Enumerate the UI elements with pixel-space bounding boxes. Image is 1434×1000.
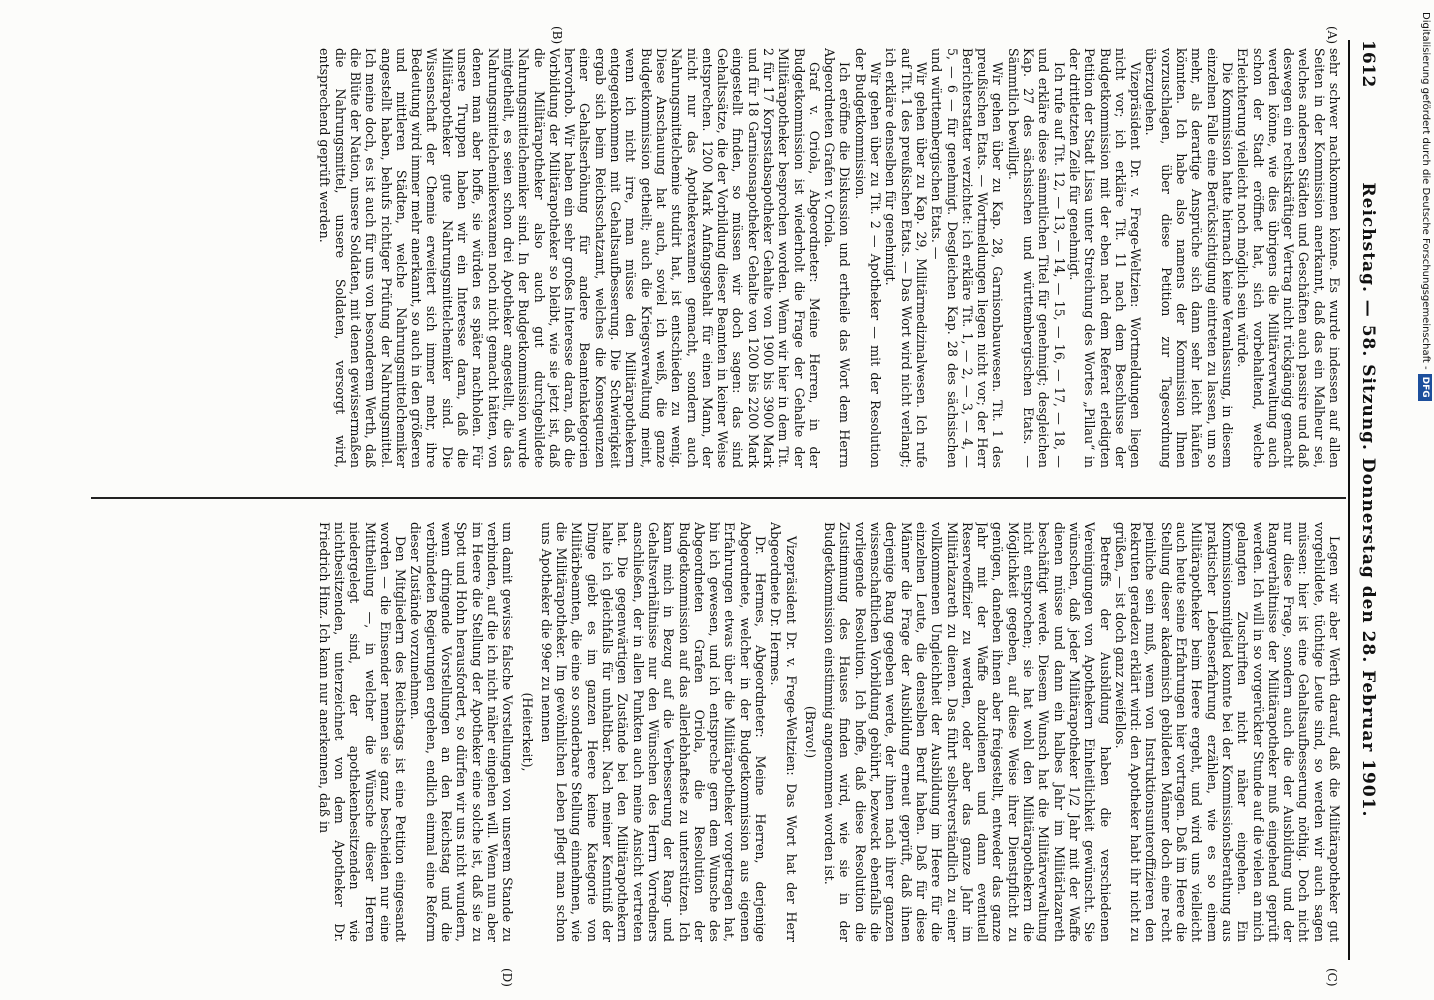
rotated-sheet (64, 0, 1434, 1000)
paragraph: Wir gehen über zu Tit. 2 — Apotheker — mit der Resolution der Budgetkommission. (852, 48, 884, 468)
paragraph: Legen wir aber Werth darauf, daß die Militärapotheker gut vorgebildete, tüchtige Leute sind, so werden wir auch sagen müssen: hier ist eine Gehaltsaufbesserung nöthig. Doch nicht nur diese Frage, sondern auch die der Ausbildung und der Rangverhältnisse der Militärapotheker muß eingehend geprüft werden. Ich will in so vorgerückter Stunde auf die vielen an mich gelangten Zuschriften nicht näher eingehen. Ein Kommissionsmitglied konnte bei der Kommissionsberathung aus praktischer Lebenserfahrung erzählen, wie es so einem Militärapotheker beim Heere ergeht, und wird uns vielleicht auch heute seine Erfahrungen hier vortragen. Daß im Heere die Stellung dieser akademisch gebildeten Männer doch eine recht peinliche sein muß, wenn von Instruktionsunteroffizieren den Rekruten geradezu erklärt wird: den Apotheker habt ihr nicht zu grüßen, — ist doch ganz zweifellos. (1112, 522, 1342, 942)
dfg-logo: DFG (1418, 374, 1432, 401)
paragraph: Den Mitgliedern des Reichstags ist eine Petition eingesandt worden — die Einsender nennen sie ganz bescheiden nur eine Mittheilung —, in welcher die Wünsche dieser Herren niedergelegt sind, der apothekenbesitzenden wie nichtbesitzenden, unterzeichnet von dem Apotheker Dr. Friedrich Hinz. Ich kann nur anerkennen, daß in (316, 522, 409, 942)
paragraph: Ich rufe auf Tit. 12, — 13, — 14, — 15, — 16, — 17, — 18, — und erkläre diese sämmtlichen Titel für genehmigt; desgleichen Kap. 27 des sächsischen und württembergischen Etats. — Sämmtlich bewilligt. (1005, 48, 1067, 468)
column-divider (91, 497, 1346, 499)
paragraph: Vizepräsident Dr. v. Frege-Weltzien: Wortmeldungen liegen nicht vor; ich erkläre Tit. 11 nach dem Beschlusse der Budgetkommission mit der eben nach dem Referat erledigten Petition der Stadt Lissa unter Streichung des Wortes „Pillau“ in der drittletzten Zeile für genehmigt. (1066, 48, 1144, 468)
margin-marker-c: (C) (1325, 968, 1339, 987)
paragraph: Wir gehen über zu Kap. 29, Militärmedizinalwesen. Ich rufe auf Tit. 1 des preußischen Etats. — Das Wort wird nicht verlangt; ich erkläre denselben für genehmigt. (883, 48, 929, 468)
margin-marker-b: (B) (550, 26, 564, 45)
margin-marker-d: (D) (500, 968, 514, 987)
page-header (1352, 0, 1382, 1000)
paragraph: Dr. Hermes, Abgeordneter: Meine Herren, derjenige Abgeordnete, welcher in der Budgetkommission aus eigenen Erfahrungen etwas über die Militärapotheker vorgetragen hat, bin ich gewesen, und ich entspreche gern dem Wunsche des Abgeordneten Grafen Oriola, die Resolution der Budgetkommission auf das allerlebhafteste zu unterstützen. Ich kann mich in Bezug auf die Verbesserung der Rang- und Gehaltsverhältnisse nur den Wünschen des Herrn Vorredners anschließen, der in allen Punkten auch meine Ansicht vertreten hat. Die gegenwärtigen Zustände bei den Militärapothekern halte ich gleichfalls für unhaltbar. Nach meiner Kenntniß der Dinge giebt es im ganzen Heere keine Kategorie von Militärbeamten, die eine so sonderbare Stellung einnehmen, wie die Militärapotheker. Im gewöhnlichen Leben pflegt man schon uns Apotheker die 99er zu nennen (538, 522, 769, 942)
paragraph: Betreffs der Ausbildung haben die verschiedenen Vereinigungen von Apothekern Einheitlichkeit gewünscht. Sie wünschen, daß jeder Militärapotheker 1/2 Jahr mit der Waffe dienen müsse und dann ein halbes Jahr im Militärlazareth beschäftigt werde. Diesem Wunsch hat die Militärverwaltung nicht entsprochen; sie hat wohl den Militärapothekern die Möglichkeit gegeben, auf diese Weise ihrer Dienstpflicht zu genügen, daneben ihnen aber freigestellt, entweder das ganze Jahr mit der Waffe abzudienen und dann eventuell Reserveoffizier zu werden, oder aber das ganze Jahr im Militärlazareth zu dienen. Das führt selbstverständlich zu einer vollkommenen Ungleichheit der Ausbildung im Heere für die einzelnen Leute, die denselben Beruf haben. Daß für diese Männer die Frage der Ausbildung erneut geprüft, daß ihnen derjenige Rang gegeben werde, der ihnen nach ihrer ganzen wissenschaftlichen Vorbildung gebührt, bezweckt ebenfalls die vorliegende Resolution. Ich hoffe, daß diese Resolution die Zustimmung des Hauses finden wird, wie sie in der Budgetkommission einstimmig angenommen worden ist. (822, 522, 1113, 942)
paragraph: Die Kommission hatte hiernach keine Veranlassung, in diesem einzelnen Falle eine Berücksichtigung eintreten zu lassen, um so mehr, als derartige Ansprüche sich dann sehr leicht häufen könnten. Ich habe also namens der Kommission Ihnen vorzuschlagen, über diese Petition zur Tagesordnung überzugehen. (1143, 48, 1235, 468)
running-title: Reichstag. — 58. Sitzung. Donnerstag den 28. Februar 1901. (1358, 182, 1378, 818)
paragraph: Graf v. Oriola, Abgeordneter: Meine Herren, in der Budgetkommission ist wiederholt die Frage der Gehalte der Militärapotheker besprochen worden. Wenn wir hier in dem Tit. 2 für 17 Korpsstabsapotheker Gehalte von 1900 bis 3900 Mark und für 18 Garnisonsapotheker Gehalte von 1200 bis 2200 Mark eingestellt finden, so müssen wir doch sagen: das sind Gehaltssätze, die der Vorbildung dieser Beamten in keiner Weise entsprechen. 1200 Mark Anfangsgehalt für einen Mann, der nicht nur das Apothekerexamen gemacht, sondern auch Nahrungsmittelchemie studirt hat, ist entschieden zu wenig. Diese Anschauung hat auch, soviel ich weiß, die ganze Budgetkommission getheilt; auch die Kriegsverwaltung meint, wenn ich nicht irre, man müsse den Militärapothekern entgegenkommen mit Gehaltsaufbesserung. Die Schwierigkeit ergab sich beim Reichsschatzamt, welches die Konsequenzen einer Gehaltserhöhung für andere Beamtenkategorien hervorhob. Wir haben ein sehr großes Interesse daran, daß die Vorbildung der Militärapotheker so bleibt, wie sie jetzt ist, daß die Militärapotheker also auch gut durchgebildete Nahrungsmittelchemiker sind. In der Budgetkommission wurde mitgetheilt, es seien schon drei Apotheker angestellt, die das Nahrungsmittelchemikerexamen noch nicht gemacht hätten, von denen man aber hoffe, sie würden es später nachholen. Für unsere Truppen haben wir ein Interesse daran, daß die Militärapotheker gute Nahrungsmittelchemiker sind. Die Wissenschaft der Chemie erweitert sich immer mehr, ihre Bedeutung wird immer mehr anerkannt, so auch in den größeren und mittleren Städten, welche Nahrungsmittelchemiker angestellt haben, behufs richtiger Prüfung der Nahrungsmittel. Ich meine doch, es ist auch für uns von besonderem Werth, daß die Blüte der Nation, unsere Soldaten, mit denen gewissermaßen die Nahrungsmittel, unsere Soldaten, versorgt wird, entsprechend geprüft werden. (317, 48, 822, 468)
header-rule (1348, 40, 1350, 960)
paragraph: um damit gewisse falsche Vorstellungen von unserem Stande zu verbinden, auf die ich nicht näher eingehen will. Wenn nun aber im Heere die Stellung der Apotheker eine solche ist, daß sie zu Spott und Hohn herausfordert, so dürfen wir uns nicht wundern, wenn dringende Vorstellungen an den Reichstag und die verbündeten Regierungen ergehen, endlich einmal eine Reform dieser Zustände vorzunehmen. (408, 522, 516, 942)
interjection: (Bravo!) (802, 705, 818, 759)
digitization-credit (1418, 12, 1432, 712)
paragraph: Wir gehen über zu Kap. 28, Garnisonbauwesen. Tit. 1 des preußischen Etats. — Wortmeldungen liegen nicht vor; der Herr Berichterstatter verzichtet: ich erkläre Tit. 1, — 2, — 3, — 4, — 5, — 6 — für genehmigt. Desgleichen Kap. 28 des sächsischen und württembergischen Etats. — (929, 48, 1006, 468)
credit-text: Digitalisierung gefördert durch die Deutsche Forschungsgemeinschaft - (1420, 12, 1431, 370)
paragraph: sehr schwer nachkommen könne. Es wurde indessen auf allen Seiten in der Kommission anerkannt, daß das ein Malheur sei, welches andersen Städten und Geschäften auch passire und daß deswegen ein rechtskräftiger Vertrag nicht rückgängig gemacht werden könne, wie dies übrigens die Militärverwaltung auch schon der Stadt eröffnet hat, sich vorbehaltend, welche Erleichterung vielleicht noch möglich sein würde. (1235, 48, 1342, 468)
paragraph: Ich eröffne die Diskussion und ertheile das Wort dem Herrn Abgeordneten Grafen v. Oriola. (822, 48, 853, 468)
page-number: 1612 (1358, 40, 1378, 88)
right-column (92, 522, 1342, 942)
margin-marker-a: (A) (1325, 26, 1339, 45)
paragraph: Vizepräsident Dr. v. Frege-Weltzien: Das Wort hat der Herr Abgeordnete Dr. Hermes. (768, 522, 799, 942)
left-column (92, 48, 1342, 468)
interjection: (Heiterkeit), (519, 692, 535, 772)
